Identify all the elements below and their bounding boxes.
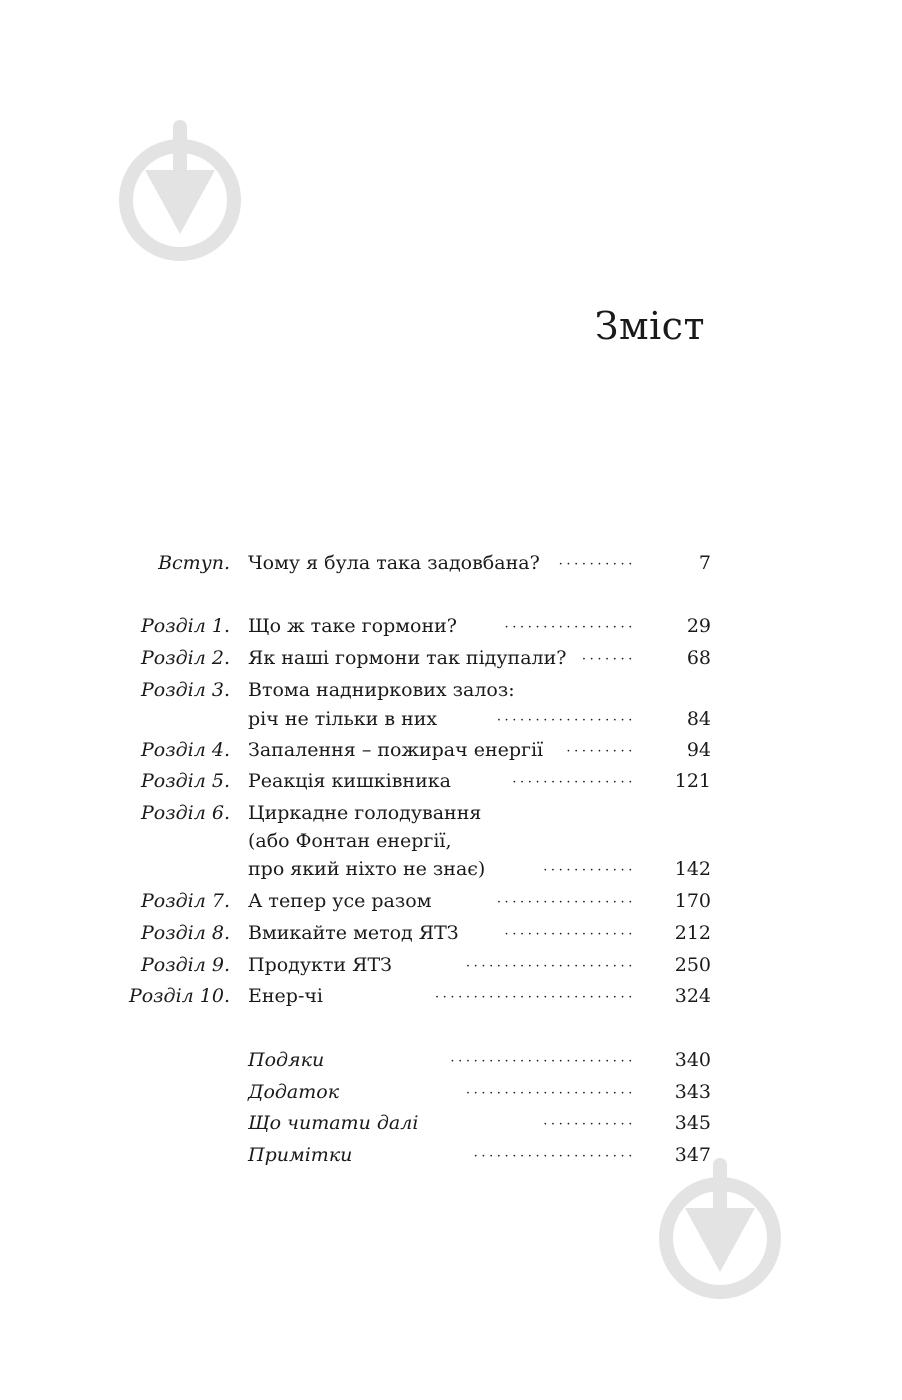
entry-title-line-2: річ не тільки в них <box>248 708 438 730</box>
entry-title: Подяки <box>248 1049 325 1071</box>
entry-number: Розділ 5. <box>141 770 230 792</box>
toc-entry-chapter-10[interactable] <box>0 981 902 1013</box>
entry-title: Що читати далі <box>248 1112 419 1134</box>
page-number: 94 <box>686 739 711 761</box>
entry-number: Розділ 3. <box>141 679 230 701</box>
entry-number: Розділ 4. <box>141 739 230 761</box>
entry-number: Розділ 7. <box>141 890 230 912</box>
dot-leader: ······· <box>581 652 636 667</box>
entry-title: Примітки <box>248 1144 353 1166</box>
dot-leader: ·························· <box>434 990 636 1005</box>
entry-title: Вмикайте метод ЯТЗ <box>248 922 459 944</box>
page-number: 29 <box>686 615 711 637</box>
entry-title-line-1: Втома надниркових залоз: <box>248 679 515 701</box>
entry-title-line-2: (або Фонтан енергії, <box>248 830 452 852</box>
toc-entry-chapter-9[interactable] <box>0 950 902 982</box>
entry-number: Вступ. <box>158 552 230 574</box>
entry-number: Розділ 1. <box>141 615 230 637</box>
entry-title: Додаток <box>248 1081 340 1103</box>
toc-entry-chapter-1[interactable] <box>0 611 902 643</box>
toc-entry-chapter-5[interactable] <box>0 766 902 798</box>
toc-entry-chapter-8[interactable] <box>0 918 902 950</box>
dot-leader: ············ <box>543 1117 636 1132</box>
toc-entry-chapter-6[interactable] <box>0 798 902 890</box>
page-number: 170 <box>674 890 711 912</box>
entry-title-line-3: про який ніхто не знає) <box>248 858 486 880</box>
page-number: 347 <box>674 1144 711 1166</box>
entry-number: Розділ 10. <box>128 985 230 1007</box>
toc-entry-acknowledgements[interactable] <box>0 1045 902 1077</box>
dot-leader: ············ <box>543 863 636 878</box>
page-number: 212 <box>674 922 711 944</box>
entry-title: Енер-чі <box>248 985 323 1007</box>
dot-leader: ······················ <box>465 959 636 974</box>
page-number: 343 <box>674 1081 711 1103</box>
entry-number: Розділ 8. <box>141 922 230 944</box>
dot-leader: ····················· <box>473 1149 636 1164</box>
toc-entry-intro[interactable] <box>0 548 902 580</box>
entry-title-line-1: Циркадне голодування <box>248 802 482 824</box>
dot-leader: ················· <box>504 620 636 635</box>
entry-title: Що ж таке гормони? <box>248 615 457 637</box>
toc-entry-appendix[interactable] <box>0 1077 902 1109</box>
entry-title: Реакція кишківника <box>248 770 451 792</box>
page-number: 84 <box>686 708 711 730</box>
toc-entry-chapter-2[interactable] <box>0 643 902 675</box>
toc-entry-chapter-7[interactable] <box>0 886 902 918</box>
page-number: 68 <box>686 647 711 669</box>
dot-leader: ················· <box>504 927 636 942</box>
page-number: 7 <box>698 552 711 574</box>
watermark-download-icon <box>118 118 242 262</box>
page-title: Зміст <box>594 304 705 348</box>
dot-leader: ·················· <box>496 895 636 910</box>
entry-title: Як наші гормони так підупали? <box>248 647 567 669</box>
dot-leader: ················ <box>512 775 636 790</box>
entry-title: Запалення – пожирач енергії <box>248 739 544 761</box>
page-number: 324 <box>674 985 711 1007</box>
dot-leader: ························ <box>450 1054 636 1069</box>
entry-number: Розділ 9. <box>141 954 230 976</box>
page-number: 250 <box>674 954 711 976</box>
page-number: 345 <box>674 1112 711 1134</box>
entry-title: А тепер усе разом <box>248 890 432 912</box>
toc-entry-further-reading[interactable] <box>0 1108 902 1140</box>
dot-leader: ·········· <box>558 557 636 572</box>
toc-entry-notes[interactable] <box>0 1140 902 1172</box>
dot-leader: ······················ <box>465 1086 636 1101</box>
dot-leader: ········· <box>566 744 636 759</box>
page-number: 142 <box>674 858 711 880</box>
dot-leader: ·················· <box>496 713 636 728</box>
watermark-download-icon <box>658 1156 782 1300</box>
entry-number: Розділ 6. <box>141 802 230 824</box>
toc-entry-chapter-3[interactable] <box>0 675 902 737</box>
page-number: 121 <box>674 770 711 792</box>
entry-number: Розділ 2. <box>141 647 230 669</box>
entry-title: Чому я була така задовбана? <box>248 552 540 574</box>
page-number: 340 <box>674 1049 711 1071</box>
entry-title: Продукти ЯТЗ <box>248 954 392 976</box>
toc-entry-chapter-4[interactable] <box>0 735 902 767</box>
